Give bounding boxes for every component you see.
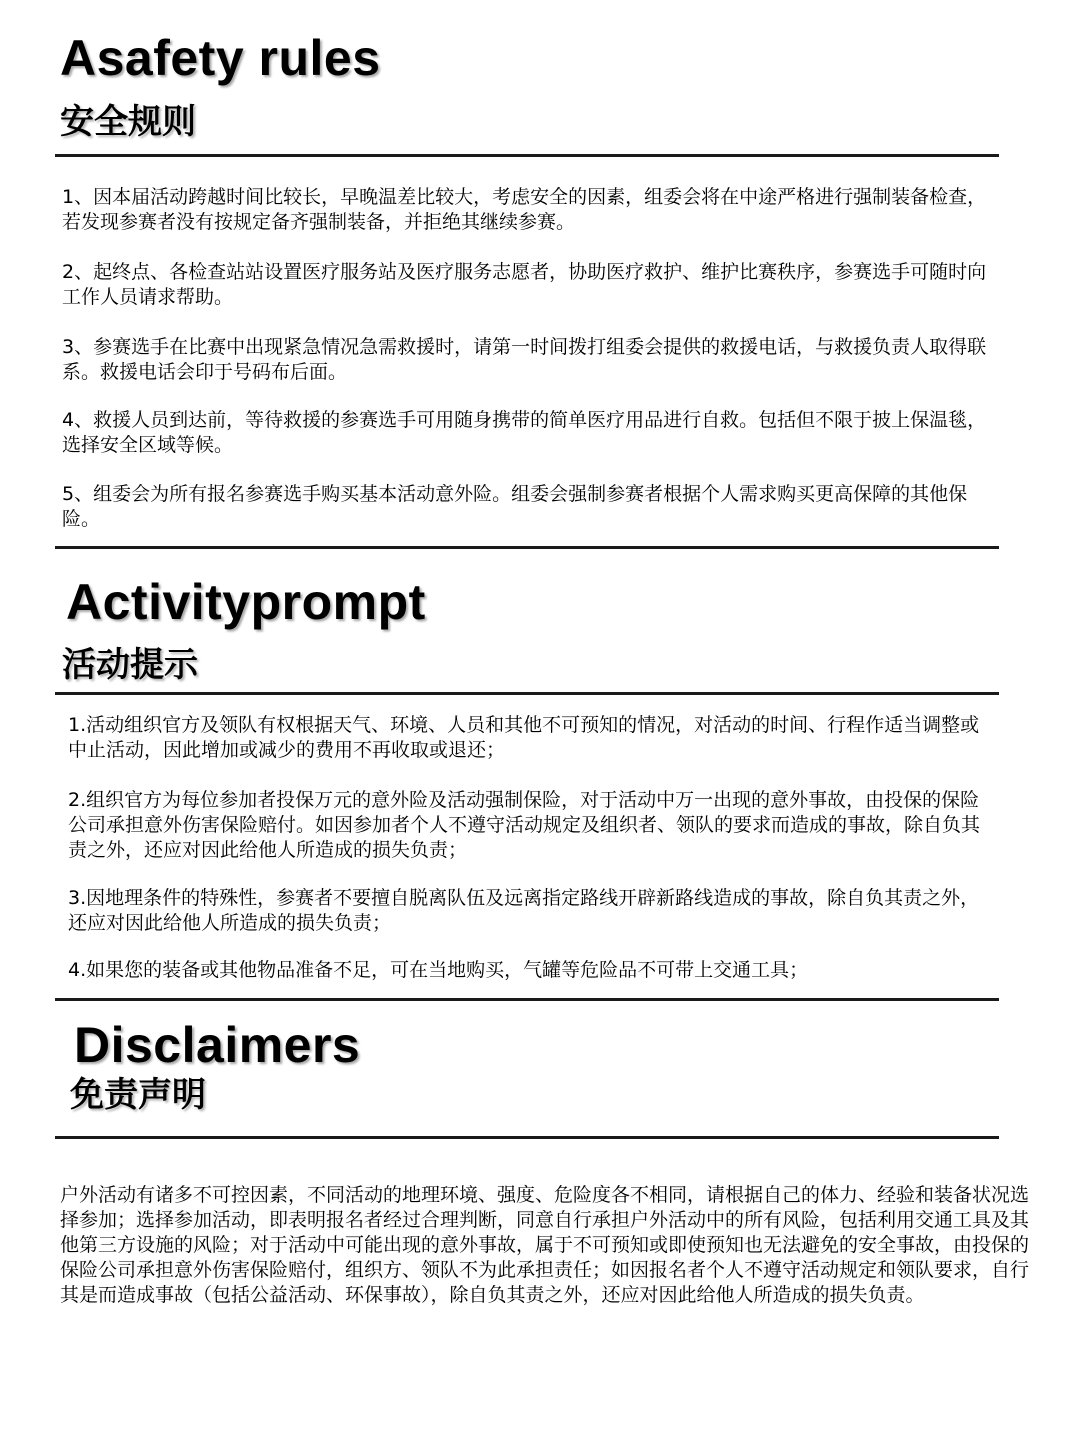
safety-item-2: 2、起终点、各检查站站设置医疗服务站及医疗服务志愿者，协助医疗救护、维护比赛秩序，参赛选手可随时向工作人员请求帮助。 [62, 261, 987, 308]
section-divider [55, 154, 999, 157]
safety-title-en: Asafety rules [60, 30, 381, 86]
safety-item-4: 4、救援人员到达前，等待救援的参赛选手可用随身携带的简单医疗用品进行自救。包括但不限于披上保温毯，选择安全区域等候。 [62, 409, 987, 456]
safety-item-3: 3、参赛选手在比赛中出现紧急情况急需救援时，请第一时间拨打组委会提供的救援电话，与救援负责人取得联系。救援电话会印于号码布后面。 [62, 336, 987, 383]
activity-title-zh: 活动提示 [62, 645, 198, 685]
activity-item-2: 2.组织官方为每位参加者投保万元的意外险及活动强制保险，对于活动中万一出现的意外事故，由投保的保险公司承担意外伤害保险赔付。如因参加者个人不遵守活动规定及组织者、领队的要求而造成的事故，除自负其责之外，还应对因此给他人所造成的损失负责； [68, 789, 981, 861]
activity-item-1: 1.活动组织官方及领队有权根据天气、环境、人员和其他不可预知的情况，对活动的时间、行程作适当调整或中止活动，因此增加或减少的费用不再收取或退还； [68, 714, 980, 761]
activity-item-3: 3.因地理条件的特殊性，参赛者不要擅自脱离队伍及远离指定路线开辟新路线造成的事故，除自负其责之外，还应对因此给他人所造成的损失负责； [68, 887, 980, 934]
disclaimers-text: 户外活动有诸多不可控因素，不同活动的地理环境、强度、危险度各不相同，请根据自己的体力、经验和装备状况选择参加；选择参加活动，即表明报名者经过合理判断，同意自行承担户外活动中的所有风险，包括利用交通工具及其他第三方设施的风险；对于活动中可能出现的意外事故，属于不可预知或即使预知也无法避免的安全事故，由投保的保险公司承担意外伤害保险赔付，组织方、领队不为此承担责任；如因报名者个人不遵守活动规定和领队要求，自行其是而造成事故（包括公益活动、环保事故），除自负其责之外，还应对因此给他人所造成的损失负责。 [60, 1184, 1030, 1306]
safety-title-zh: 安全规则 [60, 102, 196, 142]
section-divider [55, 546, 999, 549]
disclaimers-title-en: Disclaimers [74, 1017, 361, 1073]
section-divider [55, 1136, 999, 1139]
section-divider [55, 692, 999, 695]
activity-title-en: Activityprompt [66, 574, 426, 630]
disclaimers-title-zh: 免责声明 [70, 1075, 206, 1115]
activity-item-4: 4.如果您的装备或其他物品准备不足，可在当地购买，气罐等危险品不可带上交通工具； [68, 959, 809, 981]
safety-item-5: 5、组委会为所有报名参赛选手购买基本活动意外险。组委会强制参赛者根据个人需求购买更高保障的其他保险。 [62, 483, 968, 530]
section-divider [55, 998, 999, 1001]
safety-item-1: 1、因本届活动跨越时间比较长，早晚温差比较大，考虑安全的因素，组委会将在中途严格进行强制装备检查，若发现参赛者没有按规定备齐强制装备，并拒绝其继续参赛。 [62, 186, 987, 233]
